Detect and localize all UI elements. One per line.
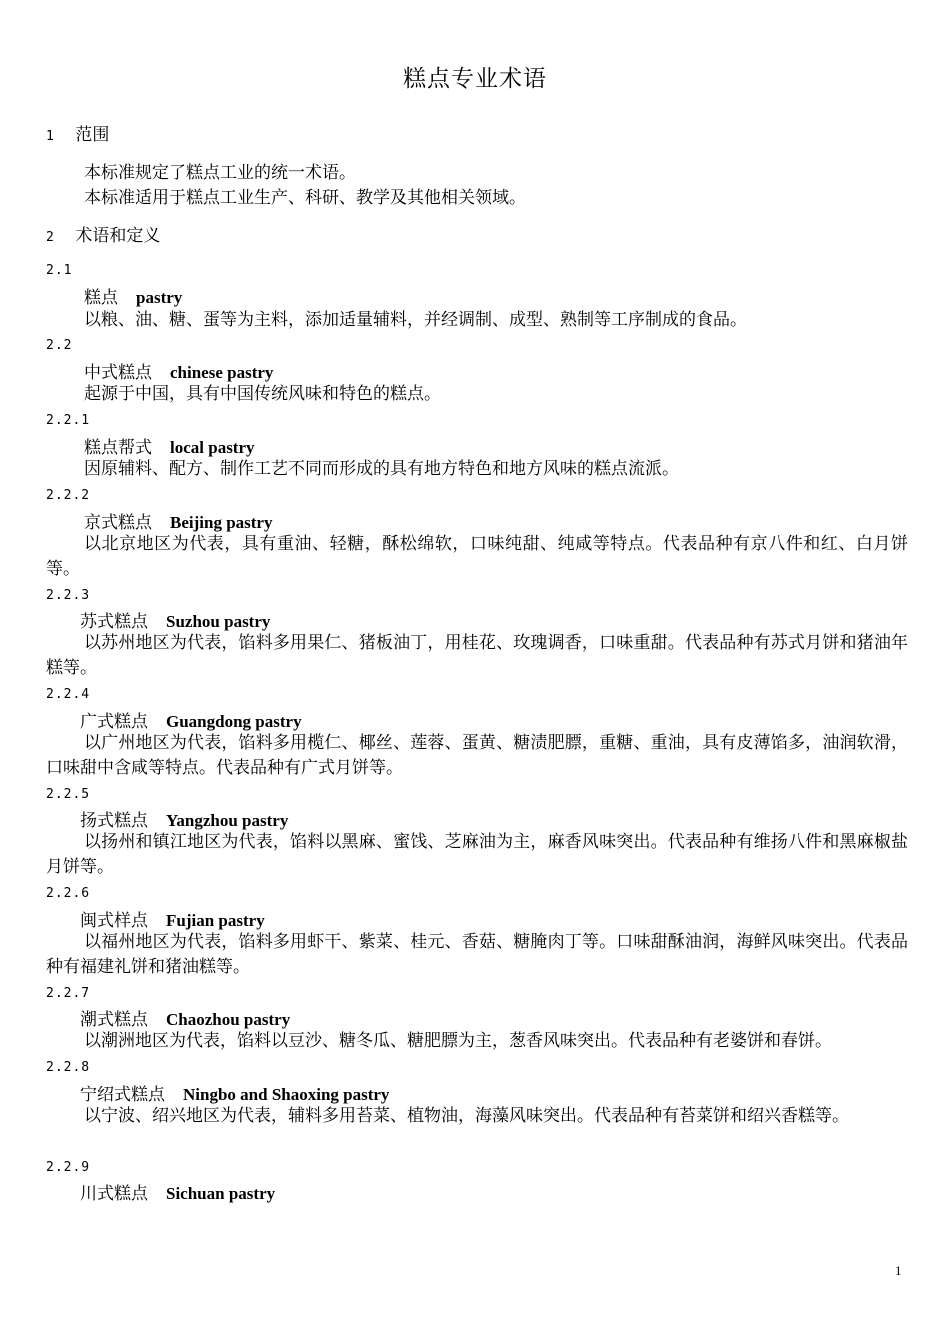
term-definition: 因原辅料、配方、制作工艺不同而形成的具有地方特色和地方风味的糕点流派。 <box>84 459 679 479</box>
term-heading <box>80 707 302 732</box>
term-en: Guangdong pastry <box>166 712 302 731</box>
section-1-heading <box>46 120 109 145</box>
term-cn: 川式糕点 <box>80 1184 148 1204</box>
term-definition: 以广州地区为代表，馅料多用榄仁、椰丝、莲蓉、蛋黄、糖渍肥膘，重糖、重油，具有皮薄馅多，油润软滑，口味甜中含咸等特点。代表品种有广式月饼等。 <box>46 733 908 778</box>
term-en: pastry <box>136 288 183 307</box>
term-heading <box>84 358 273 383</box>
section-number: 2 <box>46 230 54 245</box>
term-en: Sichuan pastry <box>166 1184 276 1203</box>
term-definition: 起源于中国，具有中国传统风味和特色的糕点。 <box>84 384 441 404</box>
term-heading <box>80 806 288 831</box>
term-definition: 以扬州和镇江地区为代表，馅料以黑麻、蜜饯、芝麻油为主，麻香风味突出。代表品种有维扬八件和黑麻椒盐月饼等。 <box>46 832 908 877</box>
term-number: 2.2.3 <box>46 588 91 603</box>
term-cn: 京式糕点 <box>84 513 152 533</box>
term-definition: 以苏州地区为代表，馅料多用果仁、猪板油丁，用桂花、玫瑰调香，口味重甜。代表品种有苏式月饼和猪油年糕等。 <box>46 633 908 678</box>
term-heading <box>80 1080 389 1105</box>
term-en: Suzhou pastry <box>166 612 271 631</box>
term-en: local pastry <box>170 438 255 457</box>
scope-paragraph-1: 本标准规定了糕点工业的统一术语。 <box>84 163 356 183</box>
term-cn: 中式糕点 <box>84 363 152 383</box>
term-heading <box>80 1005 290 1030</box>
term-number: 2.1 <box>46 263 73 278</box>
term-cn: 潮式糕点 <box>80 1010 148 1030</box>
term-number: 2.2 <box>46 338 73 353</box>
term-heading <box>80 906 265 931</box>
term-heading <box>80 1179 275 1204</box>
term-en: Ningbo and Shaoxing pastry <box>183 1085 390 1104</box>
scope-paragraph-2: 本标准适用于糕点工业生产、科研、教学及其他相关领域。 <box>84 188 526 208</box>
term-heading <box>84 508 272 533</box>
term-cn: 糕点 <box>84 288 118 308</box>
term-en: Yangzhou pastry <box>166 811 289 830</box>
term-definition: 以粮、油、糖、蛋等为主料，添加适量辅料，并经调制、成型、熟制等工序制成的食品。 <box>84 310 747 330</box>
term-cn: 糕点帮式 <box>84 438 152 458</box>
section-title: 术语和定义 <box>75 226 161 246</box>
term-number: 2.2.4 <box>46 687 91 702</box>
term-cn: 扬式糕点 <box>80 811 148 831</box>
term-number: 2.2.1 <box>46 413 91 428</box>
term-definition: 以宁波、绍兴地区为代表，辅料多用苔菜、植物油，海藻风味突出。代表品种有苔菜饼和绍兴香糕等。 <box>84 1106 849 1126</box>
term-number: 2.2.9 <box>46 1160 91 1175</box>
term-number: 2.2.2 <box>46 488 91 503</box>
term-en: Fujian pastry <box>166 911 265 930</box>
term-number: 2.2.7 <box>46 986 91 1001</box>
term-definition: 以北京地区为代表，具有重油、轻糖，酥松绵软，口味纯甜、纯咸等特点。代表品种有京八件和红、白月饼等。 <box>46 534 908 579</box>
term-cn: 广式糕点 <box>80 712 148 732</box>
term-heading <box>84 283 182 308</box>
term-number: 2.2.6 <box>46 886 91 901</box>
term-number: 2.2.8 <box>46 1060 91 1075</box>
term-number: 2.2.5 <box>46 787 91 802</box>
term-en: chinese pastry <box>170 363 274 382</box>
term-cn: 闽式样点 <box>80 911 148 931</box>
term-cn: 宁绍式糕点 <box>80 1085 165 1105</box>
term-heading <box>84 433 255 458</box>
section-number: 1 <box>46 129 54 144</box>
section-2-heading <box>46 221 160 246</box>
term-cn: 苏式糕点 <box>80 612 148 632</box>
term-heading <box>80 607 270 632</box>
term-definition: 以福州地区为代表，馅料多用虾干、紫菜、桂元、香菇、糖腌肉丁等。口味甜酥油润，海鲜风味突出。代表品种有福建礼饼和猪油糕等。 <box>46 932 908 977</box>
page-number: 1 <box>895 1263 902 1278</box>
term-en: Beijing pastry <box>170 513 273 532</box>
section-title: 范围 <box>75 125 110 145</box>
term-en: Chaozhou pastry <box>166 1010 291 1029</box>
term-definition: 以潮洲地区为代表，馅料以豆沙、糖冬瓜、糖肥膘为主，葱香风味突出。代表品种有老婆饼和春饼。 <box>84 1031 832 1051</box>
document-title: 糕点专业术语 <box>403 66 547 92</box>
